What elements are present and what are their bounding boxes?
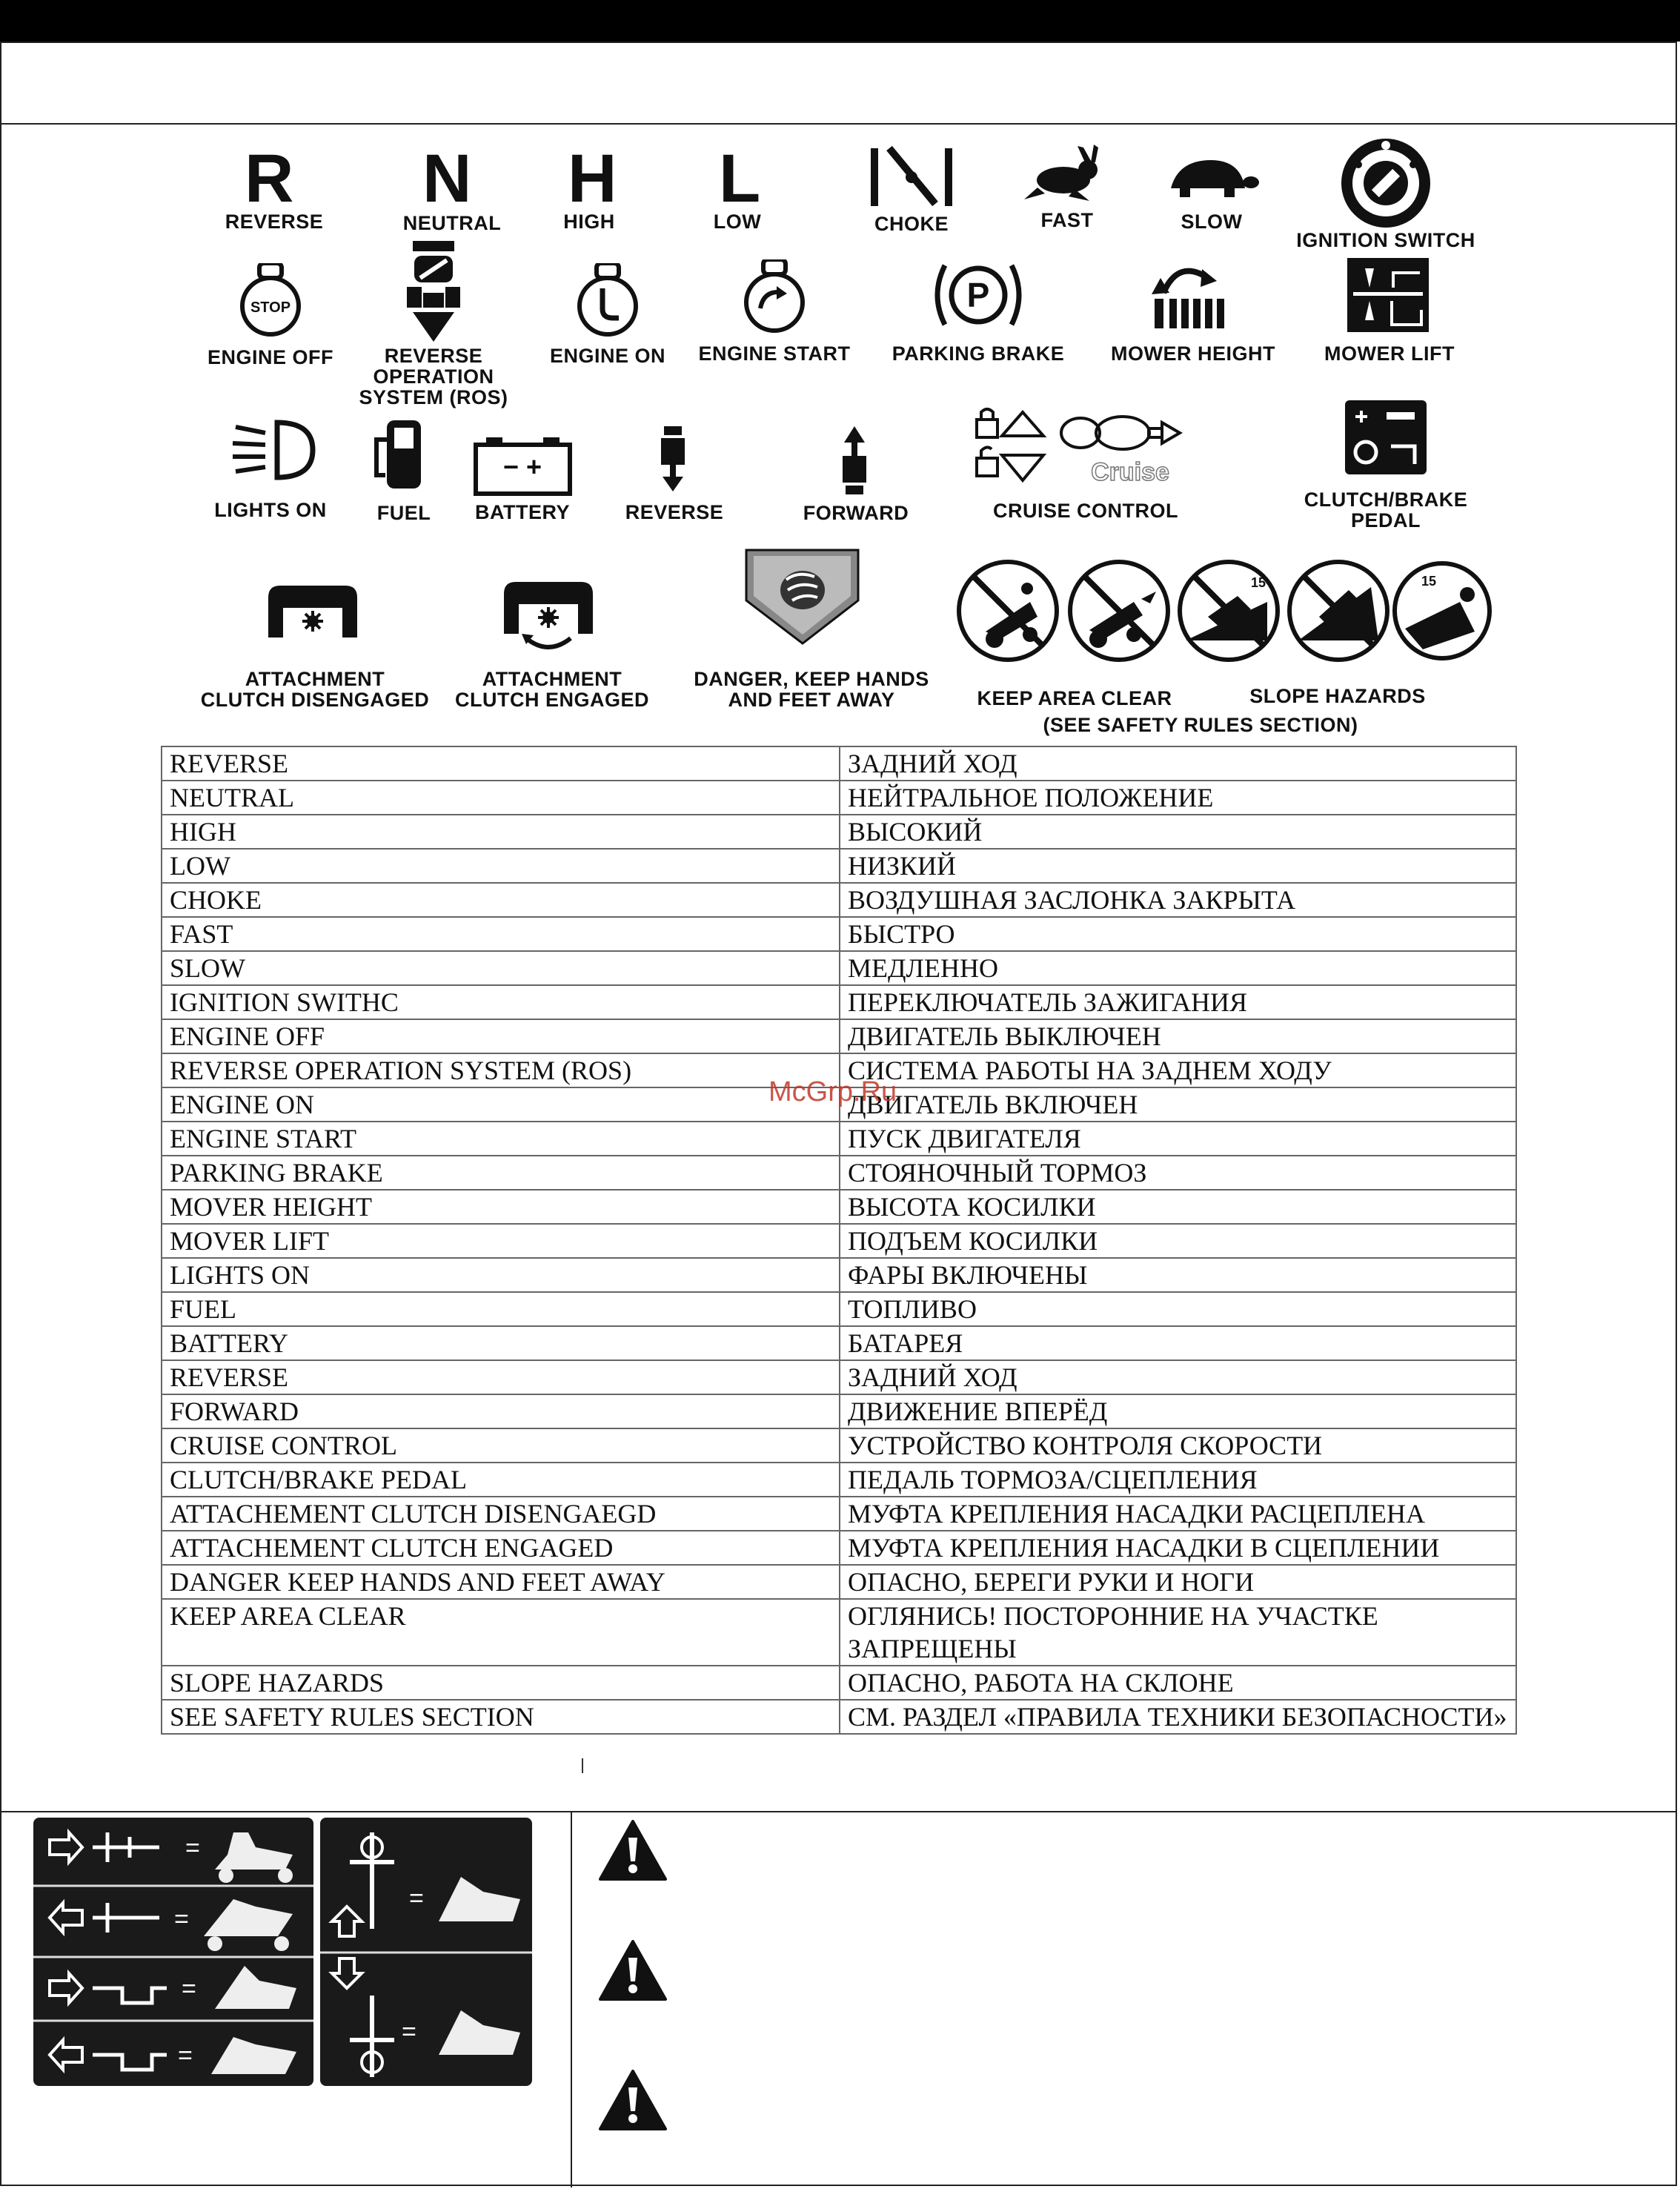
reverse-arrow-label: REVERSE [625, 501, 724, 523]
attachment-engaged-label: ATTACHMENT CLUTCH ENGAGED [455, 668, 649, 711]
travel-pedal-diagram-left [33, 1818, 313, 2086]
russian-term-cell: СИСТЕМА РАБОТЫ НА ЗАДНЕМ ХОДУ [840, 1053, 1516, 1087]
russian-term-cell: ЗАДНИЙ ХОД [840, 746, 1516, 781]
russian-term-cell: МУФТА КРЕПЛЕНИЯ НАСАДКИ В СЦЕПЛЕНИИ [840, 1531, 1516, 1565]
clutch-brake-icon [1345, 400, 1427, 474]
low-l-letter: L [719, 141, 761, 216]
battery-label: BATTERY [475, 501, 570, 523]
danger-hands-icon [745, 549, 860, 645]
russian-term-cell: ФАРЫ ВКЛЮЧЕНЫ [840, 1258, 1516, 1292]
neutral-label: NEUTRAL [402, 212, 502, 234]
english-term-cell: ENGINE ON [162, 1087, 840, 1122]
english-term-cell: REVERSE [162, 746, 840, 781]
table-row [162, 883, 1516, 917]
equals-5: = [409, 1884, 424, 1913]
reverse-r-letter: R [245, 141, 294, 216]
english-term-cell: BATTERY [162, 1326, 840, 1360]
turtle-slow-icon [1163, 156, 1260, 200]
table-tick-mark [582, 1758, 583, 1773]
russian-term-cell: СТОЯНОЧНЫЙ ТОРМОЗ [840, 1156, 1516, 1190]
english-term-cell: FUEL [162, 1292, 840, 1326]
table-row [162, 1599, 1516, 1666]
engine-off-icon [237, 263, 304, 337]
russian-term-cell: БАТАРЕЯ [840, 1326, 1516, 1360]
russian-term-cell: ВЫСОКИЙ [840, 815, 1516, 849]
forward-arrow-label: FORWARD [803, 502, 909, 524]
neutral-n-letter: N [422, 141, 472, 216]
english-term-cell: NEUTRAL [162, 781, 840, 815]
top-black-bar [0, 0, 1680, 42]
parking-brake-icon [930, 258, 1026, 332]
fuel-pump-icon [371, 417, 430, 491]
table-row [162, 1360, 1516, 1394]
english-term-cell: FORWARD [162, 1394, 840, 1428]
mower-lift-icon [1347, 258, 1429, 332]
danger-hands-label: DANGER, KEEP HANDS AND FEET AWAY [694, 668, 929, 711]
table-row [162, 1258, 1516, 1292]
english-term-cell: SLOW [162, 951, 840, 985]
parking-p-text: P [966, 276, 990, 314]
english-term-cell: LIGHTS ON [162, 1258, 840, 1292]
engine-start-icon [741, 259, 808, 334]
english-term-cell: DANGER KEEP HANDS AND FEET AWAY [162, 1565, 840, 1599]
high-h-letter: H [568, 141, 617, 216]
english-term-cell: CRUISE CONTROL [162, 1428, 840, 1463]
russian-term-cell: НЕЙТРАЛЬНОЕ ПОЛОЖЕНИЕ [840, 781, 1516, 815]
choke-icon [867, 145, 956, 211]
mower-height-label: MOWER HEIGHT [1111, 342, 1275, 365]
engine-on-label: ENGINE ON [549, 345, 666, 367]
ros-tractor-icon [404, 241, 463, 345]
attachment-disengaged-icon [268, 586, 357, 638]
mower-height-icon [1149, 256, 1230, 334]
slope-up-icon [1180, 562, 1278, 660]
parking-brake-label: PARKING BRAKE [892, 342, 1065, 365]
russian-term-cell: ТОПЛИВО [840, 1292, 1516, 1326]
cruise-control-label: CRUISE CONTROL [993, 500, 1178, 522]
english-term-cell: ATTACHEMENT CLUTCH ENGAGED [162, 1531, 840, 1565]
russian-term-cell: НИЗКИЙ [840, 849, 1516, 883]
forward-arrow-icon [840, 426, 869, 494]
table-row [162, 951, 1516, 985]
english-term-cell: ATTACHEMENT CLUTCH DISENGAEGD [162, 1497, 840, 1531]
english-term-cell: PARKING BRAKE [162, 1156, 840, 1190]
ignition-switch-icon [1338, 135, 1434, 231]
cruise-control-icon [971, 406, 1208, 491]
slope-down-icon [1289, 562, 1387, 660]
stop-text: STOP [250, 299, 291, 316]
engine-on-icon [574, 263, 641, 337]
english-term-cell: ENGINE OFF [162, 1019, 840, 1053]
english-term-cell: SLOPE HAZARDS [162, 1666, 840, 1700]
table-row [162, 1428, 1516, 1463]
clutch-brake-label: CLUTCH/BRAKE PEDAL [1304, 489, 1468, 531]
header-divider [0, 123, 1677, 125]
russian-term-cell: МЕДЛЕННО [840, 951, 1516, 985]
slope-side-icon [1395, 563, 1490, 658]
russian-term-cell: МУФТА КРЕПЛЕНИЯ НАСАДКИ РАСЦЕПЛЕНА [840, 1497, 1516, 1531]
fuel-label: FUEL [376, 502, 431, 524]
battery-terminals-text: − + [502, 451, 542, 482]
table-row [162, 1224, 1516, 1258]
warning-triangle-icon [599, 1820, 667, 1881]
safety-rules-label: (SEE SAFETY RULES SECTION) [1043, 714, 1358, 736]
table-row [162, 849, 1516, 883]
russian-term-cell: ОПАСНО, БЕРЕГИ РУКИ И НОГИ [840, 1565, 1516, 1599]
table-row [162, 917, 1516, 951]
fast-label: FAST [1040, 209, 1094, 231]
english-term-cell: REVERSE OPERATION SYSTEM (ROS) [162, 1053, 840, 1087]
table-row [162, 1531, 1516, 1565]
english-term-cell: MOVER LIFT [162, 1224, 840, 1258]
warning-triangle-icon [599, 2070, 667, 2130]
equals-1: = [185, 1834, 200, 1862]
slow-label: SLOW [1181, 211, 1243, 233]
battery-icon [473, 437, 573, 497]
russian-term-cell: СМ. РАЗДЕЛ «ПРАВИЛА ТЕХНИКИ БЕЗОПАСНОСТИ» [840, 1700, 1516, 1734]
watermark: McGrp.Ru [768, 1076, 897, 1107]
keep-area-label: KEEP AREA CLEAR [977, 687, 1172, 709]
engine-start-label: ENGINE START [698, 342, 851, 365]
translation-table [161, 746, 1517, 1735]
slope-hazards-label: SLOPE HAZARDS [1249, 685, 1426, 707]
table-row [162, 815, 1516, 849]
table-row [162, 1565, 1516, 1599]
english-term-cell: KEEP AREA CLEAR [162, 1599, 840, 1666]
table-row [162, 1019, 1516, 1053]
attachment-engaged-icon [504, 582, 593, 656]
reverse-label: REVERSE [225, 211, 324, 233]
equals-4: = [178, 2041, 193, 2070]
table-row [162, 1463, 1516, 1497]
low-label: LOW [713, 211, 762, 233]
table-row [162, 1326, 1516, 1360]
lift-lever-diagram-right [320, 1818, 532, 2086]
english-term-cell: LOW [162, 849, 840, 883]
lights-on-label: LIGHTS ON [214, 499, 327, 521]
table-row [162, 746, 1516, 781]
russian-term-cell: ЗАДНИЙ ХОД [840, 1360, 1516, 1394]
russian-term-cell: ОПАСНО, РАБОТА НА СКЛОНЕ [840, 1666, 1516, 1700]
keep-area-slope-icons [956, 557, 1493, 665]
ros-label: REVERSE OPERATION SYSTEM (ROS) [359, 345, 508, 408]
equals-3: = [182, 1975, 196, 2003]
table-row [162, 781, 1516, 815]
warning-triangle-icon [599, 1940, 667, 2001]
rabbit-fast-icon [1023, 145, 1112, 204]
english-term-cell: HIGH [162, 815, 840, 849]
table-row [162, 1394, 1516, 1428]
english-term-cell: CLUTCH/BRAKE PEDAL [162, 1463, 840, 1497]
reverse-arrow-icon [658, 426, 688, 493]
russian-term-cell: ДВИГАТЕЛЬ ВКЛЮЧЕН [840, 1087, 1516, 1122]
table-row [162, 985, 1516, 1019]
russian-term-cell: ДВИЖЕНИЕ ВПЕРЁД [840, 1394, 1516, 1428]
english-term-cell: MOVER HEIGHT [162, 1190, 840, 1224]
russian-term-cell: ПЕДАЛЬ ТОРМОЗА/СЦЕПЛЕНИЯ [840, 1463, 1516, 1497]
choke-label: CHOKE [874, 213, 949, 235]
attachment-disengaged-label: ATTACHMENT CLUTCH DISENGAGED [200, 668, 430, 711]
ignition-label: IGNITION SWITCH [1296, 229, 1475, 251]
section-divider [0, 1811, 1677, 1812]
russian-term-cell: ДВИГАТЕЛЬ ВЫКЛЮЧЕН [840, 1019, 1516, 1053]
russian-term-cell: ПОДЪЕМ КОСИЛКИ [840, 1224, 1516, 1258]
table-row [162, 1156, 1516, 1190]
russian-term-cell: ВОЗДУШНАЯ ЗАСЛОНКА ЗАКРЫТА [840, 883, 1516, 917]
mower-lift-label: MOWER LIFT [1324, 342, 1455, 365]
equals-2: = [174, 1905, 189, 1933]
russian-term-cell: ПУСК ДВИГАТЕЛЯ [840, 1122, 1516, 1156]
table-row [162, 1666, 1516, 1700]
slope-badge-2: 15 [1421, 574, 1437, 589]
engine-off-label: ENGINE OFF [207, 346, 333, 368]
cruise-text: Cruise [1091, 458, 1169, 486]
table-row [162, 1292, 1516, 1326]
table-row [162, 1190, 1516, 1224]
russian-term-cell: ПЕРЕКЛЮЧАТЕЛЬ ЗАЖИГАНИЯ [840, 985, 1516, 1019]
table-row [162, 1700, 1516, 1734]
bottom-column-divider [571, 1811, 572, 2188]
russian-term-cell: УСТРОЙСТВО КОНТРОЛЯ СКОРОСТИ [840, 1428, 1516, 1463]
high-label: HIGH [563, 211, 615, 233]
keep-area-bystander-icon [1070, 562, 1168, 660]
table-row [162, 1497, 1516, 1531]
headlight-icon [230, 415, 319, 486]
slope-badge-1: 15 [1251, 575, 1266, 590]
english-term-cell: CHOKE [162, 883, 840, 917]
russian-term-cell: БЫСТРО [840, 917, 1516, 951]
english-term-cell: REVERSE [162, 1360, 840, 1394]
table-row [162, 1122, 1516, 1156]
russian-term-cell: ОГЛЯНИСЬ! ПОСТОРОННИЕ НА УЧАСТКЕ ЗАПРЕЩЕНЫ [840, 1599, 1516, 1666]
russian-term-cell: ВЫСОТА КОСИЛКИ [840, 1190, 1516, 1224]
english-term-cell: FAST [162, 917, 840, 951]
equals-6: = [402, 2018, 416, 2046]
english-term-cell: ENGINE START [162, 1122, 840, 1156]
english-term-cell: SEE SAFETY RULES SECTION [162, 1700, 840, 1734]
english-term-cell: IGNITION SWITHC [162, 985, 840, 1019]
keep-area-child-icon [959, 562, 1057, 660]
